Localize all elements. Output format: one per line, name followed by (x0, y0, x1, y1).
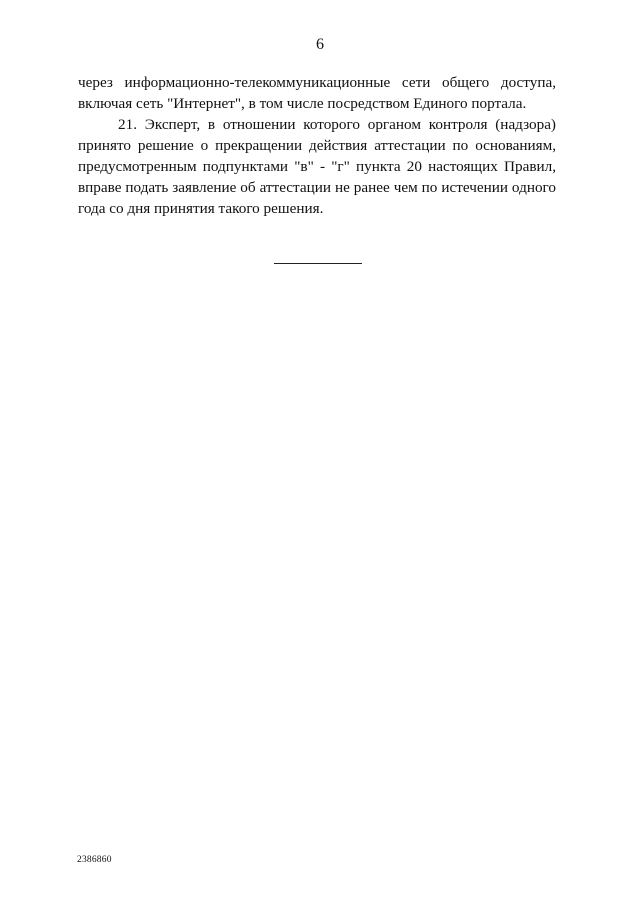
document-body (78, 72, 556, 219)
page-number: 6 (316, 36, 324, 53)
document-code: 2386860 (77, 855, 112, 865)
end-separator-line (274, 263, 362, 264)
paragraph-item-21: 21. Эксперт, в отношении которого органом контроля (надзора) принято решение о прекращении действия аттестации по основаниям, предусмотренным подпунктами "в" - "г" пункта 20 настоящих Правил, вправе подать заявление об аттестации не ранее чем по истечении одного года со дня принятия такого решения. (78, 116, 556, 217)
paragraph-continuation: через информационно-телекоммуникационные сети общего доступа, включая сеть "Интернет", в том числе посредством Единого портала. (78, 74, 556, 112)
